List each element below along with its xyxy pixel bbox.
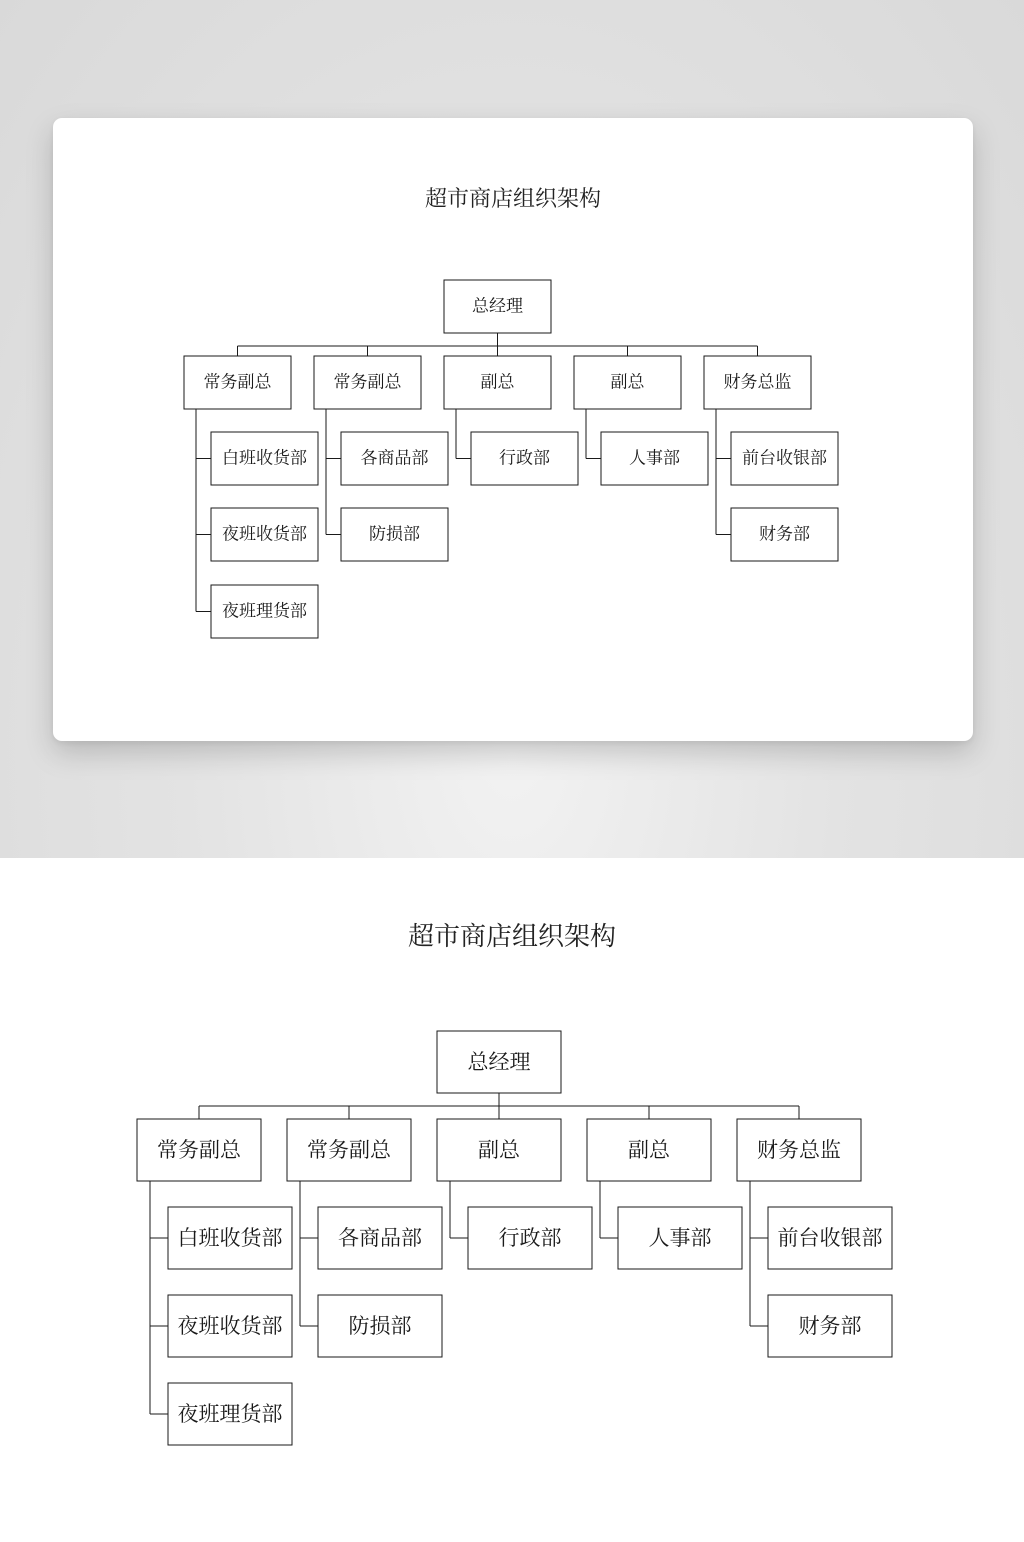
department-node-label: 防损部	[369, 524, 420, 545]
department-node-label: 行政部	[498, 1226, 562, 1250]
department-node-label: 夜班理货部	[222, 601, 307, 622]
department-node-label: 行政部	[499, 448, 550, 469]
root-node-label: 总经理	[472, 296, 523, 317]
root-node-label: 总经理	[467, 1050, 531, 1074]
department-node-label: 夜班收货部	[177, 1314, 283, 1338]
branch-node-2-label: 常务副总	[333, 372, 402, 393]
department-node-label: 财务部	[798, 1314, 862, 1338]
department-node-label: 前台收银部	[777, 1226, 883, 1250]
branch-node-5-label: 财务总监	[757, 1138, 841, 1162]
card-org-chart	[53, 118, 973, 741]
full-chart-title: 超市商店组织架构	[407, 922, 616, 952]
branch-node-2-label: 常务副总	[307, 1138, 391, 1162]
full-org-chart	[0, 858, 1024, 1542]
department-node-label: 各商品部	[360, 448, 429, 469]
branch-node-5-label: 财务总监	[723, 372, 792, 393]
department-node-label: 人事部	[629, 448, 680, 469]
branch-node-1-label: 常务副总	[157, 1138, 241, 1162]
department-node-label: 前台收银部	[742, 448, 827, 469]
preview-card	[53, 118, 973, 741]
branch-node-4-label: 副总	[610, 372, 645, 393]
department-node-label: 财务部	[759, 524, 810, 545]
department-node-label: 人事部	[648, 1226, 712, 1250]
branch-node-1-label: 常务副总	[203, 372, 272, 393]
department-node-label: 各商品部	[338, 1226, 422, 1250]
department-node-label: 夜班理货部	[177, 1402, 283, 1426]
department-node-label: 夜班收货部	[222, 524, 307, 545]
branch-node-4-label: 副总	[628, 1138, 670, 1162]
card-chart-title: 超市商店组织架构	[424, 187, 601, 212]
department-node-label: 防损部	[348, 1314, 412, 1338]
department-node-label: 白班收货部	[222, 448, 307, 469]
branch-node-3-label: 副总	[480, 372, 515, 393]
branch-node-3-label: 副总	[478, 1138, 520, 1162]
department-node-label: 白班收货部	[177, 1226, 283, 1250]
full-view-area	[0, 858, 1024, 1542]
